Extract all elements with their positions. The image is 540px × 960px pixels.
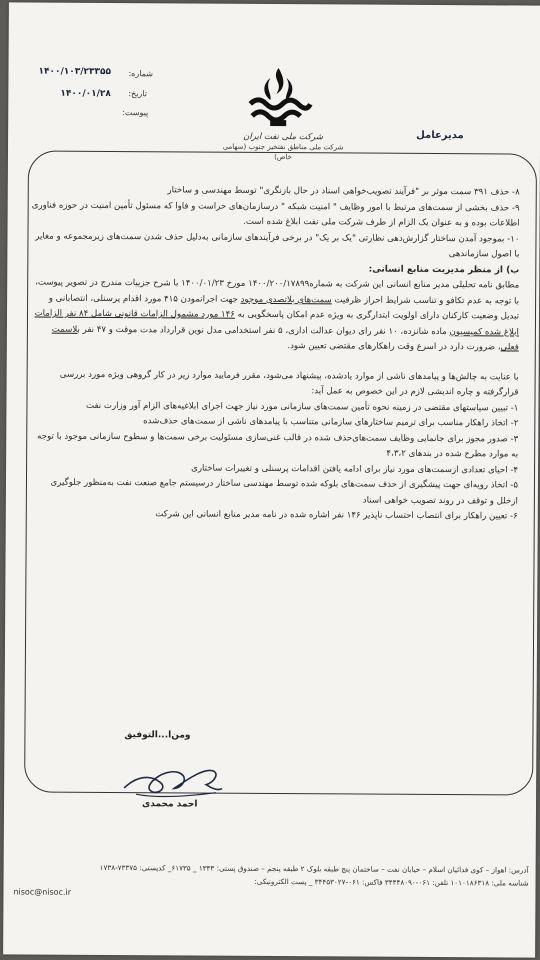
list-item: ۶- تعیین راهکار برای انتصاب احتساب ناپذیر ۱۴۶ نفر اشاره شده در نامه مدیر منابع انسانی این شرکت xyxy=(155,509,518,522)
section-b-text-2: جهت اجرانمودن ۴۱۵ مورد اقدام پرسنلی، انتصابانی و تبدیل وضعیت کارکنان دارای اولویت ابتدارگری به ویژه عدم امکان پاسخگویی به xyxy=(48,293,520,322)
list-item: ۴- احیای تعدادی ازسمت‌های مورد نیاز برای ادامه یافتن اقدامات پرسنلی و تغییرات ساختاری xyxy=(191,463,519,476)
footer-email: nisoc@nisoc.ir xyxy=(13,887,72,897)
company-subtitle: شرکت ملی مناطق نفتخیز جنوب (سهامی خاص) xyxy=(222,142,344,162)
list-item: ۱۰- بموجود آمدن ساختار گزارش‌دهی نظارتی "یک بر یک" در برخی فرآیندهای سازمانی به‌دلیل حذف شدن سمت‌های زیرمجموعه و مغایر با اصول سازماندهی xyxy=(35,231,520,260)
section-b-title: ب) از منظر مدیریت منابع انسانی: xyxy=(368,264,520,276)
list-item: ۱- تبیین سیاستهای مقتضی در زمینه نحوه تأمین سمت‌های سازمانی مورد نیاز جهت اجرای ابلاغیه‌های الزام آور وزارت نفت xyxy=(85,400,519,414)
attachment-label: پیوست: xyxy=(122,108,149,118)
section-b-underlined-1: سمت‌های بلاتصدی موجود xyxy=(240,294,332,305)
recipient: مدیرعامل xyxy=(416,129,464,142)
letter-body xyxy=(30,183,520,525)
letter-number: ۱۴۰۰/۱۰۳/۲۳۳۵۵ xyxy=(38,66,112,78)
section-b-text-4: ، ضرورت دارد در اسرع وقت راهکارهای مقتضی تعیین شود. xyxy=(287,341,501,353)
letter-footer xyxy=(14,860,529,889)
signer-name: احمد محمدی xyxy=(141,799,198,810)
proposal-intro: با عنایت به چالش‌ها و پیامدهای ناشی از موارد یادشده، پیشنهاد می‌شود، مقرر فرمایید موارد زیر در کار گروهی ویژه مورد بررسی قرارگرفته و چاره اندیشی لازم در این خصوص به عمل آید: xyxy=(59,369,519,398)
letter-date: ۱۴۰۰/۰۱/۲۸ xyxy=(60,88,111,100)
section-b-underlined-3: بلاسمت فعلی xyxy=(51,324,519,353)
footer-address: آدرس: اهواز – کوی فدائیان اسلام – خیابان نفت – ساختمان پنج طبقه بلوک ۲ طبقه پنجم – صندوق پستی: ۱۳۳۳ _ ۶۱۷۳۵_ کدپستی: ۷۳۳۷۵-۱۷۳۸ xyxy=(99,862,529,875)
letter-sheet xyxy=(3,2,540,957)
list-item: ۸- حذف ۳۹۱ سمت موثر بر "فرآیند تصویب‌خواهی اسناد در حال بازنگری" توسط مهندسی و ساختار xyxy=(167,185,520,198)
section-b-text-3: ماده شانزده، ۱۰ نفر رای دیوان عدالت اداری، ۵ نفر استخدامی مدل نوین قرارداد مدت موقت و ۴۷ نفر xyxy=(82,324,447,337)
signature-icon xyxy=(116,758,226,804)
closing-phrase: ومن‌ا...التوفیق xyxy=(124,730,191,741)
company-name: شرکت ملی نفت ایران xyxy=(243,131,324,143)
section-b-text-1: مطابق نامه تحلیلی مدیر منابع انسانی این شرکت به شماره۱۴۰۰/۲۰۰/۱۷۸۹۹ مورخ ۱۴۰۰/۰۱/۲۳ با شرح جزییات مندرج در تصویر پیوست، با توجه به عدم تکافو و تناسب شرایط احراز ظرفیت xyxy=(35,277,520,307)
date-label: تاریخ: xyxy=(128,89,148,99)
section-b-underlined-2: ۱۴۶ مورد مشمول الزامات قانونی شامل ۸۴ نفر الزامات ابلاغ شده کمیسیون xyxy=(34,308,519,338)
list-item: ۵- اتخاذ رویه‌ای جهت پیشگیری از حذف سمت‌های بلوکه شده توسط مهندسی ساختار درسیستم جامع صنعت نفت به‌منظور جلوگیری ازخلل و توقف در روند تصویب خواهی اسناد xyxy=(50,477,519,507)
nioc-flame-logo-icon xyxy=(240,64,316,134)
list-item: ۳- صدور مجوز برای جانمایی وظایف سمت‌های‌حذف شده در قالب غنی‌سازی مسئولیت برخی سمت‌ها و سطوح سازمانی موجود با توجه به موارد مطرح شده در بندهای ۴،۳،۲ xyxy=(37,431,519,460)
number-label: شماره: xyxy=(128,69,154,79)
footer-contact: شناسه ملی: ۱۰۱۰۱۸۶۳۱۸ تلفن: ۰۶۱-۳۴۴۴۸۰۹۰ فاکس: ۰۶۱-۳۴۴۵۳۰۲۷ _ پست الکترونیکی: xyxy=(254,876,529,888)
section-b-paragraph xyxy=(31,276,519,356)
list-item: ۲- اتخاذ راهکار مناسب برای ترمیم ساختارهای سازمانی متناسب با پیامدهای ناشی از سمت‌های حذف‌شده xyxy=(143,416,519,429)
list-item: ۹- حذف بخشی از سمت‌های مرتبط با امور وظایف " امنیت شبکه " درسازمان‌های حراست و فاوا که مسئول تأمین امنیت در حوزه فناوری اطلاعات بوده و به عنوان یک الزام از طرف شرکت ملی نفت ابلاغ شده است. xyxy=(31,200,520,229)
